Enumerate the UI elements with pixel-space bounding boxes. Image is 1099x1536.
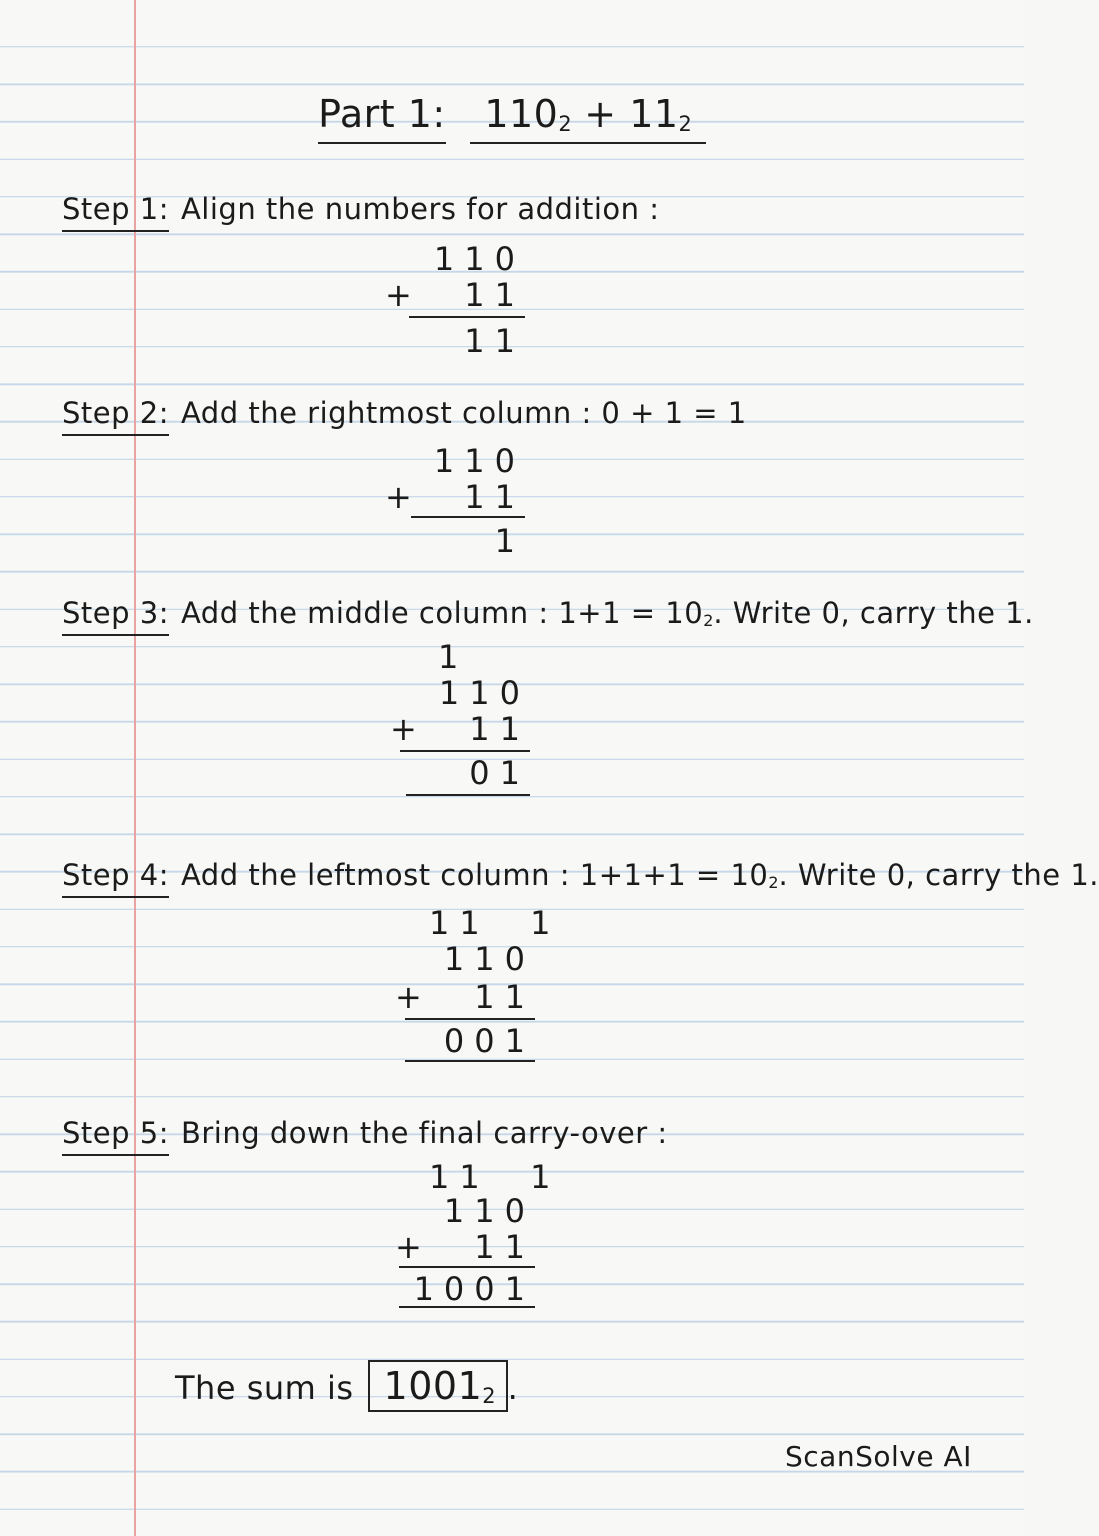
page-title [0, 92, 1024, 136]
title-base-a: 2 [558, 112, 572, 137]
step-3-carry-digits: 1 [438, 638, 469, 676]
step-1-label: Step 1: [62, 192, 169, 232]
brand-signature: ScanSolve AI [785, 1440, 972, 1473]
step-4-sum-line [405, 1018, 535, 1020]
sum-value: 1001 [383, 1364, 483, 1408]
step-3-underline [406, 794, 530, 796]
step-4-underline [405, 1060, 535, 1062]
step-3-sum-line [400, 750, 530, 752]
step-5-top-number: 110 [443, 1192, 535, 1230]
step-5-underline [399, 1306, 535, 1308]
title-plus: + [584, 92, 617, 136]
step-5-sum-line [399, 1266, 535, 1268]
step-3-plus-sign: + [390, 710, 427, 748]
step-4-carry-digits: 11 1 [429, 904, 561, 942]
step-1-plus-sign: + [385, 276, 422, 314]
step-2-result: 1 [494, 522, 525, 560]
step-1-result: 11 [464, 322, 525, 360]
sum-base: 2 [482, 1384, 496, 1409]
step-3-bottom-number: 11 [469, 710, 530, 748]
step-4-text: Add the leftmost column : 1+1+1 = 10 [180, 858, 769, 892]
step-3-heading [62, 596, 1034, 630]
step-3-work [380, 638, 530, 798]
title-label: Part 1: [318, 92, 446, 144]
step-3-result: 01 [469, 754, 530, 792]
title-base-b: 2 [678, 112, 692, 137]
step-4-bottom-number: 11 [474, 978, 535, 1016]
step-1-bottom-number: 11 [464, 276, 525, 314]
step-1-sum-line [409, 316, 525, 318]
step-3-label: Step 3: [62, 596, 169, 636]
title-operand-a: 110 [484, 92, 559, 136]
step-4-text-base: 2 [768, 873, 779, 893]
step-3-text: Add the middle column : 1+1 = 10 [180, 596, 704, 630]
sum-prefix: The sum is [175, 1369, 354, 1407]
step-5-work [385, 1158, 561, 1318]
step-4-work [385, 904, 561, 1064]
step-1-text: Align the numbers for addition : [180, 192, 660, 226]
step-4-heading [62, 858, 1099, 892]
final-sum [175, 1360, 518, 1412]
step-1-top-number: 110 [433, 240, 525, 278]
step-5-text: Bring down the final carry-over : [180, 1116, 668, 1150]
step-4-result: 001 [443, 1022, 535, 1060]
step-2-text: Add the rightmost column : 0 + 1 = 1 [180, 396, 747, 430]
step-4-label: Step 4: [62, 858, 169, 898]
step-4-text-tail: . Write 0, carry the 1. [778, 858, 1099, 892]
step-5-carry-digits: 11 1 [429, 1158, 561, 1196]
step-2-sum-line [411, 516, 525, 518]
title-operand-b: 11 [629, 92, 679, 136]
step-5-label: Step 5: [62, 1116, 169, 1156]
step-2-heading [62, 396, 747, 430]
step-1-work [375, 240, 525, 360]
step-1-heading [62, 192, 660, 226]
sum-answer-box [368, 1360, 508, 1412]
step-2-label: Step 2: [62, 396, 169, 436]
step-2-bottom-number: 11 [464, 478, 525, 516]
title-expression [470, 92, 706, 144]
sum-period: . [507, 1369, 519, 1407]
step-3-top-number: 110 [438, 674, 530, 712]
step-5-bottom-number: 11 [474, 1228, 535, 1266]
step-2-plus-sign: + [385, 478, 422, 516]
step-4-plus-sign: + [395, 978, 432, 1016]
step-3-text-tail: . Write 0, carry the 1. [713, 596, 1034, 630]
step-5-plus-sign: + [395, 1228, 432, 1266]
step-5-heading [62, 1116, 668, 1150]
step-4-top-number: 110 [443, 940, 535, 978]
step-2-work [375, 442, 525, 562]
step-2-top-number: 110 [433, 442, 525, 480]
step-3-text-base: 2 [703, 611, 714, 631]
step-5-result: 1001 [413, 1270, 535, 1308]
